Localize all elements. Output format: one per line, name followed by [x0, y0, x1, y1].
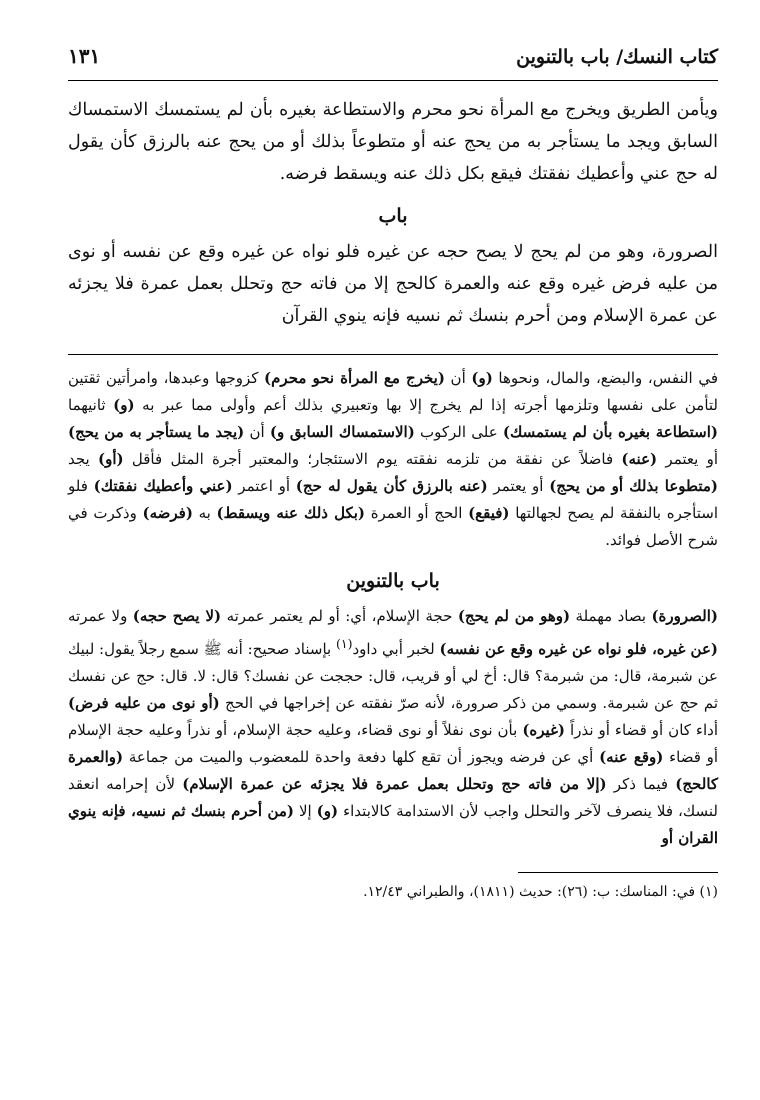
commentary-text: به: [192, 504, 217, 522]
matn-quote: (فيقع): [468, 504, 510, 522]
commentary-text: حجة الإسلام، أي: أو لم يعتمر عمرته: [221, 607, 458, 625]
header-rule: [68, 80, 718, 81]
matn-quote: (غيره): [522, 721, 566, 739]
commentary-text: لأن إحرامه انعقد لنسك، فلا ينصرف لآخر والتحلل واجب لأن الاستدامة كالابتداء: [68, 775, 718, 820]
commentary-text: إلا: [294, 802, 317, 820]
commentary-text: فاضلاً عن نفقة من تلزمه نفقته يوم الاستئجار؛ والمعتبر أجرة المثل فأقل: [123, 450, 622, 468]
commentary-text: لخبر أبي داود: [352, 640, 440, 658]
matn-quote: (والعمرة كالحج): [68, 748, 719, 793]
matn-quote: (إلا من فاته حج وتحلل بعمل عمرة فلا يجزئه عن عمرة الإسلام): [182, 775, 607, 793]
matn-quote: (متطوعا بذلك أو من يحج): [549, 477, 718, 495]
matn-quote: (الصرورة): [651, 607, 719, 625]
commentary: [68, 365, 718, 852]
footnote: (١) في: المناسك: ب: (٢٦): حديث (١٨١١)، والطبراني ١٢/٤٣.: [363, 884, 718, 900]
matn-quote: (أو): [98, 450, 124, 468]
commentary-text: بأن نوى نفلاً أو نوى قضاء، وعليه حجة الإسلام، أو نذراً وعليه حجة الإسلام أو قضاء: [68, 721, 719, 766]
commentary-paragraph-1: [68, 365, 718, 554]
matn-quote: (وقع عنه): [599, 748, 664, 766]
header-title: كتاب النسك/ باب بالتنوين: [516, 46, 718, 68]
commentary-text: أو يعتمر: [487, 477, 550, 495]
matn-quote: (بكل ذلك عنه ويسقط): [216, 504, 366, 522]
commentary-text: ولا عمرته: [68, 607, 133, 625]
matn-quote: (عن غيره، فلو نواه عن غيره وقع عن نفسه): [439, 640, 718, 658]
commentary-text: على الركوب: [414, 423, 503, 441]
main-bab-heading: باب: [378, 205, 408, 227]
section-title: باب بالتنوين: [346, 570, 440, 592]
commentary-text: أي عن فرضه ويجوز أن تقع كلها دفعة واحدة للمعضوب والميت من جماعة: [123, 748, 600, 766]
footnote-ref: (١): [335, 636, 353, 651]
footnote-rule: [518, 872, 718, 873]
matn-quote: (و): [113, 396, 135, 414]
commentary-text: بصاد مهملة: [570, 607, 652, 625]
matn-quote: (عنه): [621, 450, 658, 468]
commentary-text: ثانيهما: [68, 396, 114, 414]
main-top-paragraph: ويأمن الطريق ويخرج مع المرأة نحو محرم والاستطاعة بغيره بأن لم يستمسك الاستمساك السابق ويجد ما يستأجر به من يحج عنه أو متطوعاً بذلك أو من يحج عنه بالرزق كأن يقول له حج عني وأعطيك نفقتك فيقع بكل ذلك عنه ويسقط فرضه.: [68, 100, 719, 184]
matn-quote: (وهو من لم يحج): [457, 607, 571, 625]
matn-quote: (و): [471, 369, 493, 387]
matn-quote: (يخرج مع المرأة نحو محرم): [264, 369, 445, 387]
commentary-text: الحج أو العمرة: [365, 504, 469, 522]
commentary-text: أداء كان أو قضاء أو نذراً: [565, 721, 718, 739]
commentary-paragraph-2: [68, 603, 718, 852]
main-bab-paragraph: الصرورة، وهو من لم يحج لا يصح حجه عن غيره فلو نواه عن غيره وقع عن نفسه أو نوى من عليه فرض غيره وقع عنه والعمرة كالحج إلا من فاته حج وتحلل بعمل عمرة فلا يجزئه عن عمرة الإسلام ومن أحرم بنسك ثم نسيه فإنه ينوي القرآن: [68, 242, 718, 326]
commentary-text: بإسناد صحيح: أنه ﷺ سمع رجلاً يقول: لبيك عن شبرمة، قال: من شبرمة؟ قال: أخ لي أو قريب، قال: حججت عن نفسك؟ قال: لا. قال: حج عن نفسك ثم حج عن شبرمة. وسمي من ذكر صرورة، لأنه صرّ نفقته عن إخراجها في الحج: [68, 640, 718, 712]
matn-quote: (و): [316, 802, 339, 820]
commentary-text: أن: [444, 369, 472, 387]
commentary-text: يجد: [68, 450, 99, 468]
main-text: [68, 94, 718, 332]
matn-quote: (فرضه): [142, 504, 193, 522]
matn-quote: (عنه بالرزق كأن يقول له حج): [295, 477, 488, 495]
running-header: [68, 40, 718, 86]
commentary-text: كزوجها وعبدها، وامرأتين ثقتين لتأمن على نفسها وتلزمها أجرته إذا لم يخرج إلا بها وتعبيري بذلك أعم وأولى مما عبر به: [68, 369, 718, 414]
book-page: [68, 40, 718, 903]
commentary-text: وذكرت في شرح الأصل فوائد.: [68, 504, 718, 549]
page-number: ١٣١: [68, 44, 101, 68]
commentary-text: أو يعتمر: [657, 450, 718, 468]
matn-quote: (أو نوى من عليه فرض): [68, 694, 220, 712]
commentary-text: فيما ذكر: [606, 775, 676, 793]
commentary-text: فلو استأجره بالنفقة لم يصح لجهالتها: [68, 477, 718, 522]
commentary-text: أن: [244, 423, 270, 441]
matn-quote: (يجد ما يستأجر به من يحج): [68, 423, 245, 441]
matn-quote: (لا يصح حجه): [132, 607, 222, 625]
matn-quote: (الاستمساك السابق و): [269, 423, 415, 441]
commentary-text: في النفس، والبضع، والمال، ونحوها: [492, 369, 718, 387]
matn-quote: (من أحرم بنسك ثم نسيه، فإنه ينوي القران أو: [68, 802, 718, 847]
commentary-text: أو اعتمر: [232, 477, 296, 495]
matn-quote: (استطاعة بغيره بأن لم يستمسك): [502, 423, 718, 441]
matn-quote: (عني وأعطيك نفقتك): [93, 477, 233, 495]
text-commentary-separator: [68, 354, 718, 355]
